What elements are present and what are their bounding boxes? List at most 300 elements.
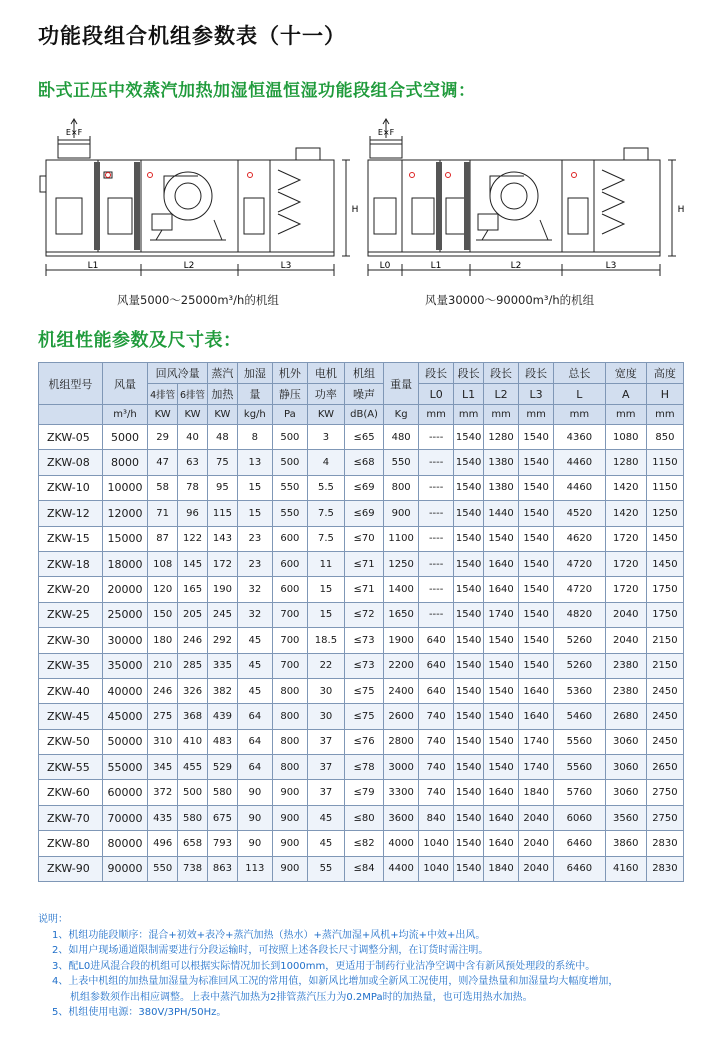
col-motor-2: 功率 [307, 384, 344, 405]
value-cell: 2150 [646, 653, 683, 678]
value-cell: 275 [148, 704, 178, 729]
value-cell: 439 [207, 704, 237, 729]
table-row [39, 805, 684, 830]
value-cell: ≤76 [344, 729, 383, 754]
value-cell: 1420 [605, 501, 646, 526]
value-cell: 1540 [454, 602, 484, 627]
value-cell: 7.5 [307, 501, 344, 526]
value-cell: 4460 [554, 450, 606, 475]
value-cell: 1040 [419, 831, 454, 856]
dim-l0: L0 [379, 261, 391, 271]
dim-l1: L1 [87, 261, 99, 271]
table-row [39, 704, 684, 729]
value-cell: 30 [307, 678, 344, 703]
value-cell: 2150 [646, 628, 683, 653]
value-cell: 2400 [384, 678, 419, 703]
col-height: 高度 [646, 363, 683, 384]
value-cell: 7.5 [307, 526, 344, 551]
units-spacer [39, 405, 103, 425]
model-cell: ZKW-18 [39, 551, 103, 576]
value-cell: 1640 [519, 678, 554, 703]
unit-cell: m³/h [102, 405, 147, 425]
value-cell: 11 [307, 551, 344, 576]
model-cell: ZKW-30 [39, 628, 103, 653]
model-cell: ZKW-25 [39, 602, 103, 627]
value-cell: ≤65 [344, 425, 383, 450]
value-cell: 1540 [454, 425, 484, 450]
value-cell: ≤71 [344, 577, 383, 602]
model-cell: ZKW-45 [39, 704, 103, 729]
value-cell: 658 [178, 831, 208, 856]
value-cell: ≤80 [344, 805, 383, 830]
col-humid: 加湿 [237, 363, 272, 384]
parameter-table [38, 362, 684, 882]
unit-cell: mm [519, 405, 554, 425]
value-cell: 25000 [102, 602, 147, 627]
height-label: H [351, 205, 358, 215]
col-model: 机组型号 [39, 363, 103, 405]
table-row [39, 729, 684, 754]
value-cell: 1080 [605, 425, 646, 450]
value-cell: 55000 [102, 755, 147, 780]
value-cell: ---- [419, 425, 454, 450]
table-row [39, 628, 684, 653]
col-airflow: 风量 [102, 363, 147, 405]
dim-l1: L1 [430, 261, 442, 271]
model-cell: ZKW-90 [39, 856, 103, 881]
value-cell: 1540 [519, 475, 554, 500]
ef-label: E×F [65, 128, 83, 137]
value-cell: 1280 [484, 425, 519, 450]
value-cell: 6460 [554, 831, 606, 856]
value-cell: 1540 [519, 526, 554, 551]
value-cell: 15 [237, 501, 272, 526]
value-cell: 1540 [454, 501, 484, 526]
value-cell: 3560 [605, 805, 646, 830]
value-cell: 15000 [102, 526, 147, 551]
value-cell: 8 [237, 425, 272, 450]
table-row [39, 653, 684, 678]
value-cell: 1540 [454, 628, 484, 653]
value-cell: 45 [237, 628, 272, 653]
value-cell: 850 [646, 425, 683, 450]
value-cell: 2750 [646, 780, 683, 805]
value-cell: 368 [178, 704, 208, 729]
value-cell: ---- [419, 501, 454, 526]
value-cell: 1540 [484, 704, 519, 729]
col-l1: 段长 [454, 363, 484, 384]
value-cell: 37 [307, 780, 344, 805]
value-cell: 78 [178, 475, 208, 500]
value-cell: 190 [207, 577, 237, 602]
value-cell: 700 [272, 628, 307, 653]
col-motor: 电机 [307, 363, 344, 384]
value-cell: 20000 [102, 577, 147, 602]
value-cell: 1540 [519, 450, 554, 475]
unit-diagram-small [38, 118, 358, 288]
value-cell: 1740 [519, 755, 554, 780]
value-cell: 48 [207, 425, 237, 450]
value-cell: 90 [237, 780, 272, 805]
value-cell: 1540 [454, 780, 484, 805]
value-cell: 90 [237, 805, 272, 830]
value-cell: 1100 [384, 526, 419, 551]
value-cell: 23 [237, 526, 272, 551]
value-cell: 1540 [454, 551, 484, 576]
value-cell: ≤84 [344, 856, 383, 881]
value-cell: 22 [307, 653, 344, 678]
value-cell: 1650 [384, 602, 419, 627]
value-cell: 1740 [519, 729, 554, 754]
col-l3-2: L3 [519, 384, 554, 405]
value-cell: 40 [178, 425, 208, 450]
value-cell: 500 [272, 450, 307, 475]
value-cell: 2040 [519, 805, 554, 830]
col-noise: 机组 [344, 363, 383, 384]
value-cell: 145 [178, 551, 208, 576]
value-cell: 1420 [605, 475, 646, 500]
table-row [39, 450, 684, 475]
table-row [39, 602, 684, 627]
value-cell: 4720 [554, 551, 606, 576]
value-cell: ---- [419, 577, 454, 602]
value-cell: 1720 [605, 577, 646, 602]
value-cell: 1640 [484, 805, 519, 830]
value-cell: 108 [148, 551, 178, 576]
value-cell: 326 [178, 678, 208, 703]
value-cell: 4360 [554, 425, 606, 450]
value-cell: 3060 [605, 755, 646, 780]
value-cell: ≤79 [344, 780, 383, 805]
value-cell: ≤78 [344, 755, 383, 780]
col-l2-2: L2 [484, 384, 519, 405]
value-cell: 23 [237, 551, 272, 576]
value-cell: 18000 [102, 551, 147, 576]
value-cell: 600 [272, 526, 307, 551]
value-cell: 5.5 [307, 475, 344, 500]
value-cell: 1540 [454, 475, 484, 500]
value-cell: ---- [419, 450, 454, 475]
note-item: 1、机组功能段顺序：混合+初效+表冷+蒸汽加热（热水）+蒸汽加湿+风机+均流+中效+出风。 [52, 929, 486, 941]
value-cell: 1540 [519, 577, 554, 602]
table-row [39, 831, 684, 856]
value-cell: 2380 [605, 653, 646, 678]
unit-cell: mm [646, 405, 683, 425]
table-row [39, 780, 684, 805]
value-cell: 1540 [454, 755, 484, 780]
table-body [39, 425, 684, 882]
value-cell: ---- [419, 602, 454, 627]
value-cell: 740 [419, 780, 454, 805]
value-cell: 4820 [554, 602, 606, 627]
model-cell: ZKW-20 [39, 577, 103, 602]
value-cell: ---- [419, 526, 454, 551]
col-humid-2: 量 [237, 384, 272, 405]
dim-l2: L2 [183, 261, 195, 271]
value-cell: 13 [237, 450, 272, 475]
value-cell: 165 [178, 577, 208, 602]
value-cell: 580 [207, 780, 237, 805]
value-cell: 455 [178, 755, 208, 780]
value-cell: 3000 [384, 755, 419, 780]
value-cell: 2040 [605, 628, 646, 653]
unit-cell: Kg [384, 405, 419, 425]
col-l1-2: L1 [454, 384, 484, 405]
unit-cell: KW [207, 405, 237, 425]
value-cell: 47 [148, 450, 178, 475]
unit-cell: KW [178, 405, 208, 425]
value-cell: 5360 [554, 678, 606, 703]
value-cell: 64 [237, 704, 272, 729]
value-cell: 1540 [484, 678, 519, 703]
value-cell: 80000 [102, 831, 147, 856]
value-cell: 1400 [384, 577, 419, 602]
value-cell: 180 [148, 628, 178, 653]
value-cell: 6060 [554, 805, 606, 830]
value-cell: 2800 [384, 729, 419, 754]
value-cell: 4520 [554, 501, 606, 526]
value-cell: 1640 [484, 577, 519, 602]
value-cell: 900 [272, 805, 307, 830]
col-total-2: L [554, 384, 606, 405]
value-cell: 37 [307, 729, 344, 754]
unit-cell: KW [148, 405, 178, 425]
unit-cell: mm [454, 405, 484, 425]
value-cell: ≤71 [344, 551, 383, 576]
value-cell: ≤70 [344, 526, 383, 551]
value-cell: 210 [148, 653, 178, 678]
table-row [39, 678, 684, 703]
value-cell: 1280 [605, 450, 646, 475]
value-cell: 2040 [605, 602, 646, 627]
value-cell: 32 [237, 602, 272, 627]
model-cell: ZKW-60 [39, 780, 103, 805]
value-cell: 1250 [384, 551, 419, 576]
value-cell: 700 [272, 653, 307, 678]
value-cell: 550 [272, 475, 307, 500]
value-cell: ≤72 [344, 602, 383, 627]
value-cell: 675 [207, 805, 237, 830]
value-cell: 1840 [519, 780, 554, 805]
value-cell: 2040 [519, 856, 554, 881]
value-cell: ≤69 [344, 501, 383, 526]
col-cooling: 回风冷量 [148, 363, 208, 384]
value-cell: 1540 [454, 856, 484, 881]
dim-l2: L2 [510, 261, 522, 271]
table-row [39, 856, 684, 881]
value-cell: 71 [148, 501, 178, 526]
value-cell: 2450 [646, 678, 683, 703]
value-cell: 483 [207, 729, 237, 754]
value-cell: 4720 [554, 577, 606, 602]
col-l0-2: L0 [419, 384, 454, 405]
value-cell: 1750 [646, 602, 683, 627]
col-width-2: A [605, 384, 646, 405]
value-cell: 15 [307, 577, 344, 602]
value-cell: 800 [272, 704, 307, 729]
value-cell: 29 [148, 425, 178, 450]
unit-diagram-large [362, 118, 684, 288]
note-item: 2、如用户现场通道限制需要进行分段运输时，可按照上述各段长尺寸调整分割，在订货时需注明。 [52, 945, 489, 956]
model-cell: ZKW-10 [39, 475, 103, 500]
value-cell: 2380 [605, 678, 646, 703]
value-cell: 64 [237, 755, 272, 780]
value-cell: 800 [272, 755, 307, 780]
value-cell: 3600 [384, 805, 419, 830]
table-row [39, 577, 684, 602]
value-cell: 529 [207, 755, 237, 780]
value-cell: 2750 [646, 805, 683, 830]
value-cell: 70000 [102, 805, 147, 830]
dim-l3: L3 [605, 261, 617, 271]
value-cell: 496 [148, 831, 178, 856]
value-cell: 115 [207, 501, 237, 526]
diagram-caption-small: 风量5000～25000m³/h的机组 [117, 293, 279, 307]
value-cell: 1540 [519, 628, 554, 653]
value-cell: 172 [207, 551, 237, 576]
value-cell: 90000 [102, 856, 147, 881]
value-cell: 480 [384, 425, 419, 450]
value-cell: 2600 [384, 704, 419, 729]
value-cell: 3060 [605, 729, 646, 754]
value-cell: 863 [207, 856, 237, 881]
notes-label: 说明： [38, 914, 68, 925]
value-cell: 1540 [454, 805, 484, 830]
model-cell: ZKW-80 [39, 831, 103, 856]
unit-cell: dB(A) [344, 405, 383, 425]
col-noise-2: 噪声 [344, 384, 383, 405]
value-cell: 580 [178, 805, 208, 830]
unit-cell: kg/h [237, 405, 272, 425]
model-cell: ZKW-40 [39, 678, 103, 703]
value-cell: 32 [237, 577, 272, 602]
value-cell: 1640 [519, 704, 554, 729]
value-cell: 640 [419, 628, 454, 653]
value-cell: 1640 [484, 831, 519, 856]
note-item: 5、机组使用电源：380V/3PH/50Hz。 [52, 1007, 227, 1018]
value-cell: 1720 [605, 526, 646, 551]
value-cell: 75 [207, 450, 237, 475]
value-cell: 1720 [605, 551, 646, 576]
value-cell: 64 [237, 729, 272, 754]
col-steam-2: 加热 [207, 384, 237, 405]
note-item: 3、配L0进风混合段的机组可以根据实际情况加长到1000mm，更适用于制药行业洁净空调中含有新风预处理段的系统中。 [52, 960, 596, 972]
value-cell: 1900 [384, 628, 419, 653]
col-l3: 段长 [519, 363, 554, 384]
model-cell: ZKW-08 [39, 450, 103, 475]
value-cell: 18.5 [307, 628, 344, 653]
value-cell: 1250 [646, 501, 683, 526]
value-cell: ≤68 [344, 450, 383, 475]
col-cooling-4: 4排管 [148, 384, 178, 405]
value-cell: 2040 [519, 831, 554, 856]
value-cell: 740 [419, 704, 454, 729]
value-cell: 550 [384, 450, 419, 475]
value-cell: 150 [148, 602, 178, 627]
col-static-2: 静压 [272, 384, 307, 405]
value-cell: 35000 [102, 653, 147, 678]
value-cell: 1540 [484, 729, 519, 754]
value-cell: 640 [419, 678, 454, 703]
value-cell: 1750 [646, 577, 683, 602]
value-cell: 5760 [554, 780, 606, 805]
table-row [39, 501, 684, 526]
unit-cell: mm [419, 405, 454, 425]
value-cell: 1540 [454, 729, 484, 754]
model-cell: ZKW-55 [39, 755, 103, 780]
value-cell: 120 [148, 577, 178, 602]
value-cell: 63 [178, 450, 208, 475]
value-cell: 1450 [646, 551, 683, 576]
value-cell: 5560 [554, 729, 606, 754]
value-cell: 45 [237, 653, 272, 678]
value-cell: 500 [178, 780, 208, 805]
value-cell: 900 [272, 780, 307, 805]
value-cell: 700 [272, 602, 307, 627]
col-l2: 段长 [484, 363, 519, 384]
value-cell: 37 [307, 755, 344, 780]
value-cell: 5560 [554, 755, 606, 780]
value-cell: 1040 [419, 856, 454, 881]
value-cell: 2450 [646, 704, 683, 729]
value-cell: 4460 [554, 475, 606, 500]
value-cell: 2830 [646, 831, 683, 856]
value-cell: 3860 [605, 831, 646, 856]
unit-cell: mm [554, 405, 606, 425]
value-cell: 900 [272, 831, 307, 856]
value-cell: 15 [237, 475, 272, 500]
value-cell: 1540 [519, 501, 554, 526]
value-cell: 45 [307, 831, 344, 856]
value-cell: 1540 [484, 653, 519, 678]
model-cell: ZKW-70 [39, 805, 103, 830]
value-cell: ≤82 [344, 831, 383, 856]
value-cell: 8000 [102, 450, 147, 475]
value-cell: 1540 [454, 831, 484, 856]
value-cell: 58 [148, 475, 178, 500]
value-cell: 2830 [646, 856, 683, 881]
value-cell: 30000 [102, 628, 147, 653]
value-cell: 410 [178, 729, 208, 754]
col-l0: 段长 [419, 363, 454, 384]
value-cell: 292 [207, 628, 237, 653]
value-cell: 600 [272, 577, 307, 602]
value-cell: 113 [237, 856, 272, 881]
value-cell: 2450 [646, 729, 683, 754]
value-cell: 435 [148, 805, 178, 830]
value-cell: 793 [207, 831, 237, 856]
value-cell: 3300 [384, 780, 419, 805]
note-item: 机组参数须作出相应调整。上表中蒸汽加热为2排管蒸汽压力为0.2MPa时的加热量，也可选用热水加热。 [70, 991, 533, 1003]
value-cell: 740 [419, 729, 454, 754]
value-cell: 90 [237, 831, 272, 856]
value-cell: 4160 [605, 856, 646, 881]
diagram-caption-large: 风量30000～90000m³/h的机组 [425, 293, 595, 307]
col-cooling-6: 6排管 [178, 384, 208, 405]
value-cell: ≤73 [344, 653, 383, 678]
unit-cell: Pa [272, 405, 307, 425]
col-total: 总长 [554, 363, 606, 384]
section-title: 机组性能参数及尺寸表： [38, 330, 242, 351]
value-cell: 1540 [454, 704, 484, 729]
value-cell: 1640 [484, 780, 519, 805]
value-cell: 45 [307, 805, 344, 830]
value-cell: 900 [272, 856, 307, 881]
value-cell: 3 [307, 425, 344, 450]
value-cell: 310 [148, 729, 178, 754]
value-cell: 335 [207, 653, 237, 678]
value-cell: 12000 [102, 501, 147, 526]
